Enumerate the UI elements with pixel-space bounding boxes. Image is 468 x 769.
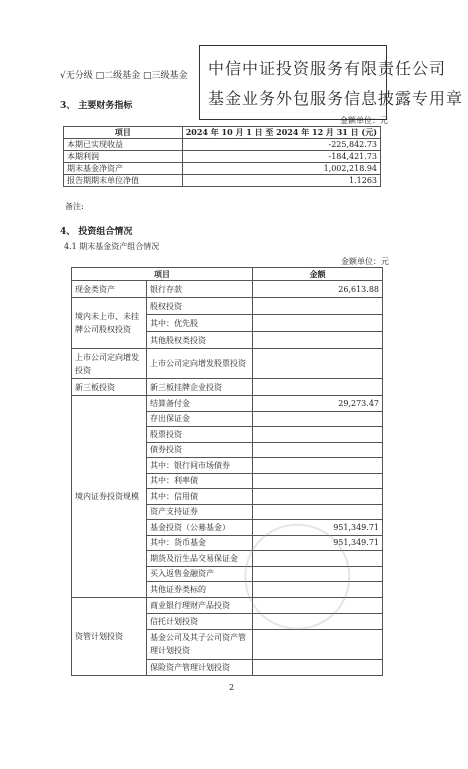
section4-title: 4、 投资组合情况 bbox=[60, 227, 133, 237]
row-value bbox=[253, 427, 383, 443]
row-label: 其中：优先股 bbox=[147, 315, 253, 332]
table-row bbox=[64, 163, 381, 175]
row-value bbox=[253, 315, 383, 332]
row-label: 基金投资（公募基金） bbox=[147, 520, 253, 536]
row-value: 26,613.88 bbox=[253, 281, 383, 298]
header-item: 项目 bbox=[64, 127, 183, 139]
row-value bbox=[253, 458, 383, 474]
table-row bbox=[64, 151, 381, 163]
stamp-line-2: 基金业务外包服务信息披露专用章 bbox=[208, 89, 464, 108]
category-cell: 上市公司定向增发投资 bbox=[72, 349, 147, 379]
row-value bbox=[253, 379, 383, 396]
row-label: 上市公司定向增发股票投资 bbox=[147, 349, 253, 379]
section3-title: 3、 主要财务指标 bbox=[60, 101, 133, 111]
table-row bbox=[72, 379, 383, 396]
row-label: 银行存款 bbox=[147, 281, 253, 298]
section4-unit: 金额单位：元 bbox=[341, 257, 389, 266]
row-label: 其中：银行间市场债券 bbox=[147, 458, 253, 474]
table-row bbox=[64, 139, 381, 151]
row-label: 债券投资 bbox=[147, 442, 253, 458]
table-row bbox=[72, 349, 383, 379]
section3-unit: 金额单位：元 bbox=[340, 116, 388, 125]
row-label: 股权投资 bbox=[147, 298, 253, 315]
row-label: 信托计划投资 bbox=[147, 613, 253, 629]
row-value bbox=[253, 659, 383, 675]
row-label: 保险资产管理计划投资 bbox=[147, 659, 253, 675]
row-label: 报告期期末单位净值 bbox=[64, 175, 183, 187]
financial-indicators-table bbox=[63, 126, 381, 187]
row-label: 商业银行理财产品投资 bbox=[147, 597, 253, 613]
category-cell: 现金类资产 bbox=[72, 281, 147, 298]
row-label: 结算备付金 bbox=[147, 396, 253, 412]
row-label: 新三板挂牌企业投资 bbox=[147, 379, 253, 396]
row-value bbox=[253, 411, 383, 427]
row-value bbox=[253, 473, 383, 489]
category-cell: 境内证券投资规模 bbox=[72, 396, 147, 598]
row-label: 本期利润 bbox=[64, 151, 183, 163]
row-label: 期末基金净资产 bbox=[64, 163, 183, 175]
row-value: -184,421.73 bbox=[182, 151, 380, 163]
row-label: 本期已实现收益 bbox=[64, 139, 183, 151]
row-value: -225,842.73 bbox=[182, 139, 380, 151]
header-item: 项目 bbox=[72, 268, 253, 281]
disclosure-stamp bbox=[199, 45, 464, 120]
row-label: 其中：利率债 bbox=[147, 473, 253, 489]
section4-subtitle: 4.1 期末基金资产组合情况 bbox=[64, 242, 160, 251]
header-period: 2024 年 10 月 1 日 至 2024 年 12 月 31 日 (元) bbox=[182, 127, 380, 139]
row-value: 1,002,218.94 bbox=[182, 163, 380, 175]
table-row bbox=[72, 298, 383, 315]
row-label: 股票投资 bbox=[147, 427, 253, 443]
table-row bbox=[72, 281, 383, 298]
row-value bbox=[253, 332, 383, 349]
row-label: 其他股权类投资 bbox=[147, 332, 253, 349]
row-label: 买入返售金融资产 bbox=[147, 566, 253, 582]
header-amount: 金额 bbox=[253, 268, 383, 281]
table-header-row bbox=[72, 268, 383, 281]
row-label: 其他证券类标的 bbox=[147, 582, 253, 598]
category-cell: 资管计划投资 bbox=[72, 597, 147, 675]
table-row bbox=[64, 175, 381, 187]
classification-options: √无分级 □二级基金 □三级基金 bbox=[60, 71, 188, 81]
row-value: 951,349.71 bbox=[253, 520, 383, 536]
row-label: 其中：货币基金 bbox=[147, 535, 253, 551]
row-label: 基金公司及其子公司资产管理计划投资 bbox=[147, 629, 253, 659]
row-value bbox=[253, 349, 383, 379]
row-label: 其中：信用债 bbox=[147, 489, 253, 505]
row-label: 存出保证金 bbox=[147, 411, 253, 427]
page-number: 2 bbox=[229, 683, 235, 692]
section3-note: 备注: bbox=[65, 202, 84, 211]
row-label: 期货及衍生品交易保证金 bbox=[147, 551, 253, 567]
table-row bbox=[72, 396, 383, 412]
row-label: 资产支持证券 bbox=[147, 504, 253, 520]
row-value bbox=[253, 298, 383, 315]
stamp-line-1: 中信中证投资服务有限责任公司 bbox=[208, 59, 447, 78]
category-cell: 境内未上市、未挂牌公司股权投资 bbox=[72, 298, 147, 349]
table-header-row bbox=[64, 127, 381, 139]
row-value: 29,273.47 bbox=[253, 396, 383, 412]
row-value: 951,349.71 bbox=[253, 535, 383, 551]
category-cell: 新三板投资 bbox=[72, 379, 147, 396]
row-value: 1.1263 bbox=[182, 175, 380, 187]
row-value bbox=[253, 442, 383, 458]
